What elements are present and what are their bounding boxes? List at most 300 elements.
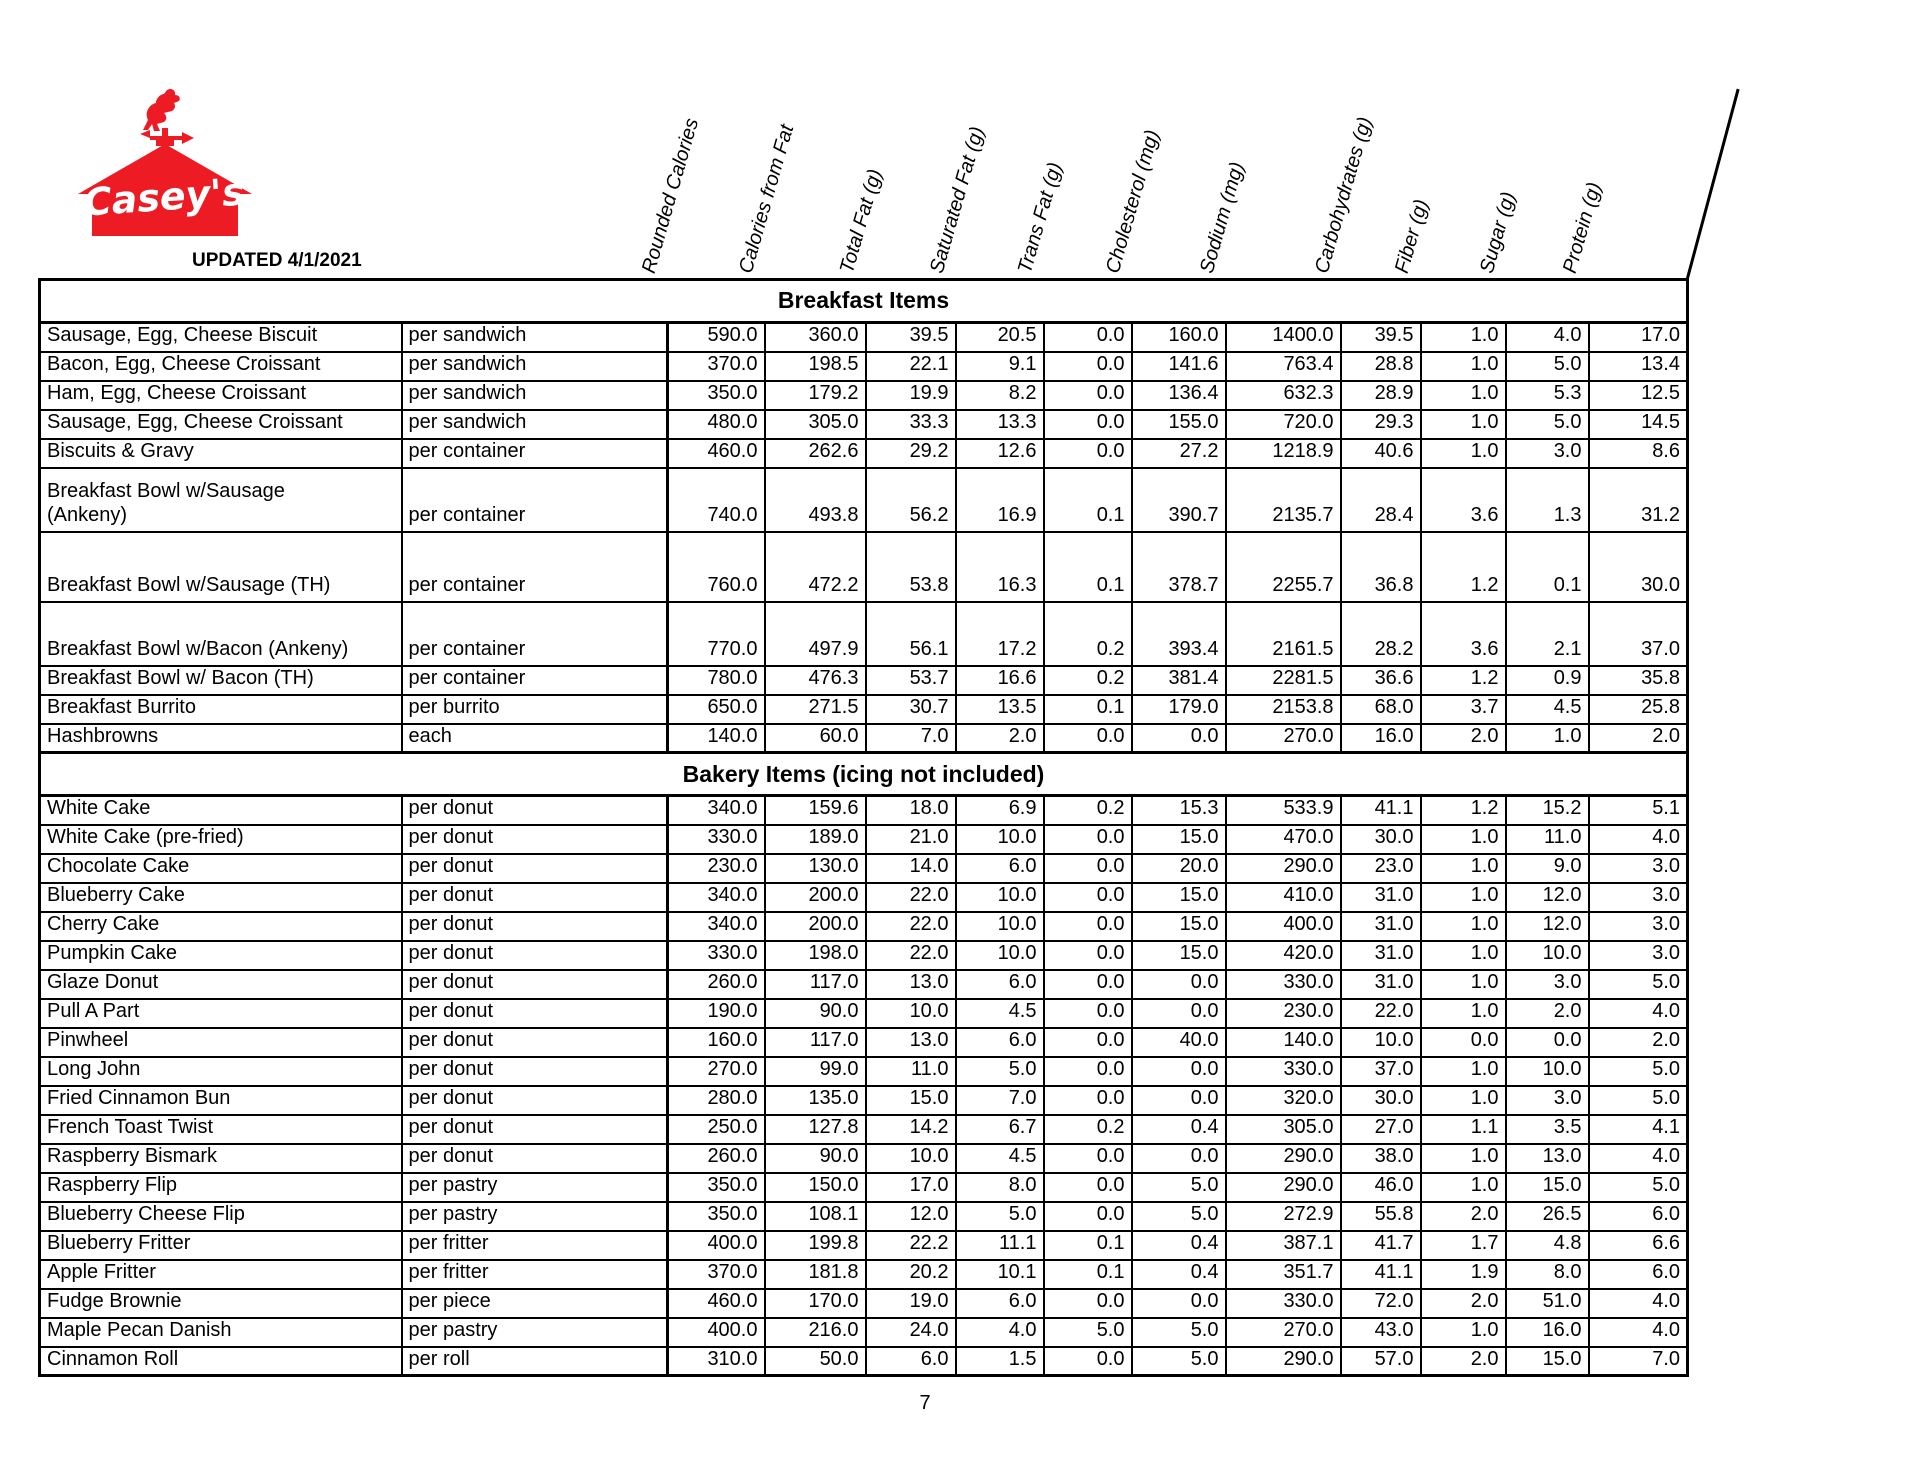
value-cell: 310.0	[668, 1347, 765, 1376]
table-row	[40, 695, 1688, 724]
value-cell: 11.0	[1506, 825, 1589, 854]
value-cell: 7.0	[956, 1086, 1044, 1115]
value-cell: 0.0	[1044, 1086, 1132, 1115]
value-cell: 460.0	[668, 439, 765, 468]
item-name-cell	[40, 854, 402, 883]
value-cell: 22.2	[866, 1231, 956, 1260]
value-cell: 230.0	[668, 854, 765, 883]
value-cell: 17.0	[866, 1173, 956, 1202]
item-name: White Cake	[47, 797, 151, 820]
section-title: Bakery Items (icing not included)	[40, 753, 1688, 796]
value-cell: 15.3	[1132, 796, 1226, 825]
serving-size-cell: per pastry	[402, 1318, 668, 1347]
updated-date-label: UPDATED 4/1/2021	[192, 250, 362, 271]
value-cell: 410.0	[1226, 883, 1341, 912]
value-cell: 41.7	[1341, 1231, 1421, 1260]
value-cell: 43.0	[1341, 1318, 1421, 1347]
value-cell: 4.0	[1589, 1144, 1688, 1173]
item-name: Cherry Cake	[47, 913, 160, 936]
value-cell: 330.0	[1226, 1057, 1341, 1086]
value-cell: 11.0	[866, 1057, 956, 1086]
value-cell: 270.0	[668, 1057, 765, 1086]
value-cell: 470.0	[1226, 825, 1341, 854]
value-cell: 27.2	[1132, 439, 1226, 468]
value-cell: 340.0	[668, 912, 765, 941]
item-name: Bacon, Egg, Cheese Croissant	[47, 353, 321, 375]
serving-size-cell: per piece	[402, 1289, 668, 1318]
item-name: Blueberry Cake	[47, 884, 185, 907]
value-cell: 9.1	[956, 352, 1044, 381]
value-cell: 533.9	[1226, 796, 1341, 825]
value-cell: 0.2	[1044, 666, 1132, 695]
value-cell: 179.2	[765, 381, 866, 410]
value-cell: 1.2	[1421, 532, 1506, 602]
value-cell: 393.4	[1132, 602, 1226, 666]
value-cell: 0.0	[1044, 1144, 1132, 1173]
page-number: 7	[919, 1392, 931, 1414]
value-cell: 16.9	[956, 468, 1044, 532]
value-cell: 22.0	[866, 883, 956, 912]
value-cell: 0.1	[1506, 532, 1589, 602]
value-cell: 1.0	[1421, 323, 1506, 352]
serving-size-cell: per donut	[402, 999, 668, 1028]
value-cell: 2.0	[956, 724, 1044, 753]
value-cell: 25.8	[1589, 695, 1688, 724]
value-cell: 0.1	[1044, 1260, 1132, 1289]
value-cell: 271.5	[765, 695, 866, 724]
value-cell: 1.0	[1421, 970, 1506, 999]
value-cell: 31.0	[1341, 941, 1421, 970]
value-cell: 330.0	[1226, 1289, 1341, 1318]
value-cell: 51.0	[1506, 1289, 1589, 1318]
item-name: Breakfast Bowl w/ Bacon (TH)	[47, 667, 314, 689]
value-cell: 378.7	[1132, 532, 1226, 602]
value-cell: 1.0	[1421, 381, 1506, 410]
value-cell: 270.0	[1226, 1318, 1341, 1347]
value-cell: 2.0	[1589, 1028, 1688, 1057]
value-cell: 20.2	[866, 1260, 956, 1289]
value-cell: 57.0	[1341, 1347, 1421, 1376]
value-cell: 5.3	[1506, 381, 1589, 410]
item-name-cell	[40, 1347, 402, 1376]
value-cell: 1.0	[1421, 1144, 1506, 1173]
item-name-cell	[40, 941, 402, 970]
item-name-cell	[40, 1144, 402, 1173]
value-cell: 476.3	[765, 666, 866, 695]
item-name: Sausage, Egg, Cheese Croissant	[47, 411, 343, 433]
table-row	[40, 724, 1688, 753]
item-name-cell	[40, 825, 402, 854]
value-cell: 16.0	[1506, 1318, 1589, 1347]
item-name: Pull A Part	[47, 1000, 140, 1023]
value-cell: 497.9	[765, 602, 866, 666]
column-header-rounded-calories: Rounded Calories	[637, 115, 704, 276]
value-cell: 10.0	[1506, 941, 1589, 970]
value-cell: 360.0	[765, 323, 866, 352]
value-cell: 10.1	[956, 1260, 1044, 1289]
value-cell: 0.0	[1044, 1289, 1132, 1318]
section-header-row	[40, 753, 1688, 796]
value-cell: 55.8	[1341, 1202, 1421, 1231]
value-cell: 5.1	[1589, 796, 1688, 825]
value-cell: 19.9	[866, 381, 956, 410]
value-cell: 181.8	[765, 1260, 866, 1289]
value-cell: 260.0	[668, 1144, 765, 1173]
value-cell: 1.7	[1421, 1231, 1506, 1260]
value-cell: 14.5	[1589, 410, 1688, 439]
value-cell: 0.0	[1044, 381, 1132, 410]
value-cell: 1.0	[1421, 883, 1506, 912]
serving-size-cell: per burrito	[402, 695, 668, 724]
serving-size-cell: per donut	[402, 1144, 668, 1173]
value-cell: 340.0	[668, 796, 765, 825]
serving-size-cell: per roll	[402, 1347, 668, 1376]
value-cell: 0.0	[1044, 854, 1132, 883]
value-cell: 272.9	[1226, 1202, 1341, 1231]
item-name-cell	[40, 883, 402, 912]
section-header-row	[40, 280, 1688, 323]
value-cell: 2.0	[1421, 724, 1506, 753]
serving-size-cell: per container	[402, 666, 668, 695]
item-name-cell	[40, 724, 402, 753]
value-cell: 3.6	[1421, 468, 1506, 532]
value-cell: 370.0	[668, 1260, 765, 1289]
value-cell: 0.0	[1044, 1347, 1132, 1376]
value-cell: 53.7	[866, 666, 956, 695]
value-cell: 740.0	[668, 468, 765, 532]
table-row	[40, 666, 1688, 695]
value-cell: 15.0	[1132, 825, 1226, 854]
value-cell: 1.0	[1421, 854, 1506, 883]
value-cell: 1.0	[1421, 1173, 1506, 1202]
value-cell: 770.0	[668, 602, 765, 666]
item-name: Apple Fritter	[47, 1261, 156, 1284]
value-cell: 30.0	[1589, 532, 1688, 602]
item-name: Long John	[47, 1058, 141, 1081]
serving-size-cell: per donut	[402, 883, 668, 912]
value-cell: 5.0	[1506, 352, 1589, 381]
table-row	[40, 532, 1688, 602]
serving-size-cell: per donut	[402, 1115, 668, 1144]
value-cell: 390.7	[1132, 468, 1226, 532]
value-cell: 10.0	[1506, 1057, 1589, 1086]
table-row	[40, 1347, 1688, 1376]
value-cell: 480.0	[668, 410, 765, 439]
value-cell: 763.4	[1226, 352, 1341, 381]
value-cell: 6.0	[866, 1347, 956, 1376]
column-header-saturated-fat-g: Saturated Fat (g)	[925, 124, 989, 276]
value-cell: 290.0	[1226, 1144, 1341, 1173]
value-cell: 0.2	[1044, 1115, 1132, 1144]
item-name-cell	[40, 999, 402, 1028]
nutrition-table	[38, 278, 1689, 1377]
table-row	[40, 1028, 1688, 1057]
value-cell: 12.0	[1506, 912, 1589, 941]
item-name: Raspberry Flip	[47, 1174, 178, 1197]
value-cell: 39.5	[866, 323, 956, 352]
value-cell: 18.0	[866, 796, 956, 825]
table-row	[40, 381, 1688, 410]
item-name: Chocolate Cake	[47, 855, 190, 878]
value-cell: 16.0	[1341, 724, 1421, 753]
value-cell: 6.7	[956, 1115, 1044, 1144]
value-cell: 6.6	[1589, 1231, 1688, 1260]
item-name: Pinwheel	[47, 1029, 129, 1052]
serving-size-cell: each	[402, 724, 668, 753]
value-cell: 140.0	[1226, 1028, 1341, 1057]
value-cell: 460.0	[668, 1289, 765, 1318]
value-cell: 0.0	[1421, 1028, 1506, 1057]
value-cell: 350.0	[668, 1202, 765, 1231]
value-cell: 159.6	[765, 796, 866, 825]
value-cell: 270.0	[1226, 724, 1341, 753]
value-cell: 0.0	[1506, 1028, 1589, 1057]
value-cell: 72.0	[1341, 1289, 1421, 1318]
value-cell: 4.0	[1589, 1289, 1688, 1318]
value-cell: 4.0	[1506, 323, 1589, 352]
value-cell: 0.0	[1044, 724, 1132, 753]
item-name-cell	[40, 323, 402, 352]
value-cell: 2135.7	[1226, 468, 1341, 532]
value-cell: 0.0	[1044, 1057, 1132, 1086]
value-cell: 60.0	[765, 724, 866, 753]
value-cell: 22.0	[866, 912, 956, 941]
value-cell: 7.0	[866, 724, 956, 753]
value-cell: 0.0	[1044, 883, 1132, 912]
value-cell: 4.0	[1589, 825, 1688, 854]
table-row	[40, 352, 1688, 381]
column-header-trans-fat-g: Trans Fat (g)	[1013, 159, 1067, 276]
item-name-cell	[40, 602, 402, 666]
value-cell: 12.6	[956, 439, 1044, 468]
value-cell: 250.0	[668, 1115, 765, 1144]
value-cell: 0.4	[1132, 1115, 1226, 1144]
value-cell: 1.0	[1421, 912, 1506, 941]
value-cell: 6.9	[956, 796, 1044, 825]
value-cell: 36.8	[1341, 532, 1421, 602]
item-name: Ham, Egg, Cheese Croissant	[47, 382, 307, 404]
value-cell: 12.0	[866, 1202, 956, 1231]
value-cell: 10.0	[956, 825, 1044, 854]
value-cell: 2.0	[1506, 999, 1589, 1028]
table-row	[40, 883, 1688, 912]
value-cell: 29.2	[866, 439, 956, 468]
value-cell: 0.1	[1044, 532, 1132, 602]
table-row	[40, 796, 1688, 825]
value-cell: 760.0	[668, 532, 765, 602]
table-row	[40, 410, 1688, 439]
value-cell: 0.2	[1044, 602, 1132, 666]
value-cell: 0.0	[1044, 439, 1132, 468]
value-cell: 6.0	[1589, 1260, 1688, 1289]
value-cell: 21.0	[866, 825, 956, 854]
value-cell: 632.3	[1226, 381, 1341, 410]
value-cell: 22.0	[1341, 999, 1421, 1028]
item-name-cell	[40, 352, 402, 381]
item-name: French Toast Twist	[47, 1116, 213, 1139]
value-cell: 8.0	[1506, 1260, 1589, 1289]
item-name-cell	[40, 970, 402, 999]
value-cell: 5.0	[1506, 410, 1589, 439]
value-cell: 1.0	[1421, 410, 1506, 439]
serving-size-cell: per sandwich	[402, 381, 668, 410]
value-cell: 190.0	[668, 999, 765, 1028]
value-cell: 2.0	[1589, 724, 1688, 753]
value-cell: 13.4	[1589, 352, 1688, 381]
item-name: Breakfast Bowl w/Sausage (Ankeny)	[47, 480, 285, 526]
item-name-cell	[40, 695, 402, 724]
value-cell: 2.0	[1421, 1347, 1506, 1376]
serving-size-cell: per donut	[402, 912, 668, 941]
value-cell: 305.0	[1226, 1115, 1341, 1144]
value-cell: 1.2	[1421, 666, 1506, 695]
column-header-sugar-g: Sugar (g)	[1475, 189, 1521, 276]
value-cell: 41.1	[1341, 1260, 1421, 1289]
value-cell: 12.5	[1589, 381, 1688, 410]
value-cell: 56.1	[866, 602, 956, 666]
value-cell: 13.0	[866, 970, 956, 999]
value-cell: 1.1	[1421, 1115, 1506, 1144]
table-row	[40, 1086, 1688, 1115]
item-name: Fried Cinnamon Bun	[47, 1087, 231, 1110]
serving-size-cell: per donut	[402, 796, 668, 825]
value-cell: 108.1	[765, 1202, 866, 1231]
value-cell: 0.0	[1132, 999, 1226, 1028]
value-cell: 370.0	[668, 352, 765, 381]
value-cell: 26.5	[1506, 1202, 1589, 1231]
value-cell: 40.0	[1132, 1028, 1226, 1057]
serving-size-cell: per container	[402, 439, 668, 468]
value-cell: 10.0	[956, 941, 1044, 970]
column-header-band	[38, 60, 1758, 278]
value-cell: 0.0	[1044, 912, 1132, 941]
value-cell: 117.0	[765, 970, 866, 999]
value-cell: 5.0	[1132, 1318, 1226, 1347]
value-cell: 5.0	[1589, 1173, 1688, 1202]
value-cell: 5.0	[1132, 1173, 1226, 1202]
value-cell: 493.8	[765, 468, 866, 532]
item-name-cell	[40, 1318, 402, 1347]
item-name-cell	[40, 1202, 402, 1231]
value-cell: 14.0	[866, 854, 956, 883]
value-cell: 5.0	[956, 1202, 1044, 1231]
value-cell: 0.9	[1506, 666, 1589, 695]
value-cell: 0.4	[1132, 1260, 1226, 1289]
value-cell: 99.0	[765, 1057, 866, 1086]
serving-size-cell: per donut	[402, 970, 668, 999]
table-row	[40, 912, 1688, 941]
value-cell: 56.2	[866, 468, 956, 532]
table-row	[40, 1231, 1688, 1260]
value-cell: 262.6	[765, 439, 866, 468]
value-cell: 280.0	[668, 1086, 765, 1115]
value-cell: 33.3	[866, 410, 956, 439]
value-cell: 400.0	[1226, 912, 1341, 941]
item-name: Blueberry Fritter	[47, 1232, 191, 1255]
value-cell: 135.0	[765, 1086, 866, 1115]
value-cell: 40.6	[1341, 439, 1421, 468]
value-cell: 30.7	[866, 695, 956, 724]
value-cell: 0.0	[1044, 1173, 1132, 1202]
item-name: Pumpkin Cake	[47, 942, 178, 965]
column-header-carbohydrates-g: Carbohydrates (g)	[1310, 114, 1377, 276]
item-name: Breakfast Bowl w/Bacon (Ankeny)	[47, 638, 349, 660]
serving-size-cell: per donut	[402, 941, 668, 970]
value-cell: 31.0	[1341, 912, 1421, 941]
value-cell: 5.0	[1589, 1086, 1688, 1115]
value-cell: 10.0	[866, 999, 956, 1028]
value-cell: 5.0	[1044, 1318, 1132, 1347]
value-cell: 1.0	[1421, 1086, 1506, 1115]
serving-size-cell: per donut	[402, 1028, 668, 1057]
serving-size-cell: per fritter	[402, 1260, 668, 1289]
value-cell: 4.1	[1589, 1115, 1688, 1144]
value-cell: 30.0	[1341, 825, 1421, 854]
value-cell: 68.0	[1341, 695, 1421, 724]
value-cell: 3.0	[1506, 439, 1589, 468]
value-cell: 3.0	[1506, 1086, 1589, 1115]
value-cell: 387.1	[1226, 1231, 1341, 1260]
serving-size-cell: per fritter	[402, 1231, 668, 1260]
serving-size-cell: per donut	[402, 1086, 668, 1115]
value-cell: 0.2	[1044, 796, 1132, 825]
value-cell: 400.0	[668, 1231, 765, 1260]
value-cell: 381.4	[1132, 666, 1226, 695]
item-name: White Cake (pre-fried)	[47, 826, 244, 849]
value-cell: 53.8	[866, 532, 956, 602]
value-cell: 15.0	[1506, 1347, 1589, 1376]
value-cell: 330.0	[668, 825, 765, 854]
serving-size-cell: per donut	[402, 854, 668, 883]
value-cell: 7.0	[1589, 1347, 1688, 1376]
table-row	[40, 1057, 1688, 1086]
value-cell: 472.2	[765, 532, 866, 602]
item-name: Sausage, Egg, Cheese Biscuit	[47, 324, 318, 346]
value-cell: 8.2	[956, 381, 1044, 410]
value-cell: 0.0	[1132, 724, 1226, 753]
value-cell: 4.5	[956, 1144, 1044, 1173]
value-cell: 4.0	[1589, 999, 1688, 1028]
table-row	[40, 439, 1688, 468]
item-name: Breakfast Bowl w/Sausage (TH)	[47, 574, 331, 596]
value-cell: 290.0	[1226, 854, 1341, 883]
table-row	[40, 999, 1688, 1028]
value-cell: 15.0	[1506, 1173, 1589, 1202]
value-cell: 179.0	[1132, 695, 1226, 724]
value-cell: 0.0	[1044, 323, 1132, 352]
column-header-calories-from-fat: Calories from Fat	[734, 122, 799, 276]
value-cell: 199.8	[765, 1231, 866, 1260]
item-name-cell	[40, 1086, 402, 1115]
value-cell: 216.0	[765, 1318, 866, 1347]
value-cell: 37.0	[1341, 1057, 1421, 1086]
item-name-cell	[40, 666, 402, 695]
value-cell: 1400.0	[1226, 323, 1341, 352]
value-cell: 6.0	[956, 970, 1044, 999]
serving-size-cell: per pastry	[402, 1202, 668, 1231]
value-cell: 155.0	[1132, 410, 1226, 439]
value-cell: 1.0	[1421, 352, 1506, 381]
value-cell: 31.0	[1341, 883, 1421, 912]
value-cell: 13.5	[956, 695, 1044, 724]
item-name-cell	[40, 1057, 402, 1086]
serving-size-cell: per container	[402, 532, 668, 602]
serving-size-cell: per sandwich	[402, 323, 668, 352]
header-diagonal-rule	[1686, 89, 1740, 279]
value-cell: 6.0	[956, 1289, 1044, 1318]
value-cell: 3.7	[1421, 695, 1506, 724]
value-cell: 1.0	[1421, 825, 1506, 854]
